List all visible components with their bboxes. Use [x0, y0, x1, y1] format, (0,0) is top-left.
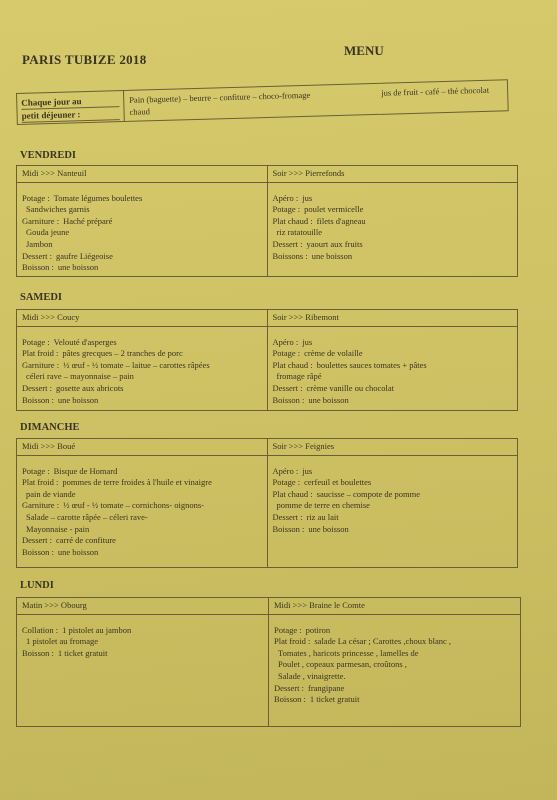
menu-line-value: 1 ticket gratuit [309, 694, 360, 705]
menu-line-key: Plat froid : [22, 348, 59, 359]
meal-head: Soir >>> Pierrefonds [268, 166, 518, 183]
meal-head: Midi >>> Coucy [17, 310, 267, 327]
menu-line-key: Garniture : [22, 215, 60, 226]
menu-line-key: Potage : [22, 192, 50, 203]
meal-lines [22, 625, 263, 660]
menu-line [274, 683, 515, 695]
day-title-vendredi: VENDREDI [20, 150, 77, 161]
meal-samedi-left [17, 310, 268, 410]
menu-line-value: poulet vermicelle [304, 204, 364, 215]
menu-line [273, 227, 513, 239]
meal-lines [273, 193, 513, 263]
menu-line-key: Potage : [22, 336, 50, 347]
menu-line-value: une boisson [308, 394, 349, 405]
menu-line-value: saucisse – compote de pomme [316, 488, 421, 499]
menu-line [22, 383, 262, 395]
menu-line-key: Dessert : [272, 238, 303, 249]
daily-label [17, 91, 125, 124]
menu-line-key: Garniture : [22, 359, 60, 370]
menu-line [22, 239, 262, 251]
meal-samedi-right [268, 310, 518, 410]
menu-line-value: ½ œuf - ½ tomate – cornichons- oignons- [63, 500, 204, 511]
menu-line-value: salade La césar ; Carottes ,choux blanc , [314, 636, 452, 647]
menu-line [22, 636, 263, 648]
menu-line [274, 636, 515, 648]
menu-line-key: Boisson : [274, 694, 306, 705]
menu-line-key: Potage : [274, 624, 302, 635]
menu-line [22, 500, 262, 512]
menu-line [22, 204, 262, 216]
menu-line [273, 204, 513, 216]
menu-line-value: fromage râpé [276, 371, 322, 382]
menu-line-key: Dessert : [22, 250, 52, 261]
meal-head: Soir >>> Feignies [268, 439, 518, 456]
menu-line [22, 193, 262, 205]
menu-line [22, 262, 262, 274]
menu-line [22, 227, 262, 239]
menu-line [274, 659, 515, 671]
daily-content [124, 80, 508, 121]
menu-line [273, 466, 513, 478]
menu-line-key: Dessert : [274, 682, 304, 693]
menu-line [22, 251, 262, 263]
menu-line-value: potiron [305, 624, 331, 635]
menu-line [273, 239, 513, 251]
meal-dimanche-right [268, 439, 518, 567]
menu-line-key: Collation : [22, 624, 59, 635]
menu-line-value: Salade , vinaigrette. [278, 670, 346, 681]
meal-lundi-right [269, 598, 520, 726]
day-title-samedi: SAMEDI [20, 292, 63, 303]
menu-line [274, 625, 515, 637]
menu-line [273, 477, 513, 489]
daily-content-line2: chaud [129, 106, 150, 117]
meal-head: Midi >>> Boué [17, 439, 267, 456]
daily-breakfast-box [16, 79, 509, 125]
menu-line-value: gosette aux abricots [55, 382, 124, 393]
meal-head: Soir >>> Ribemont [268, 310, 518, 327]
menu-line [274, 648, 515, 660]
menu-line [22, 512, 262, 524]
menu-line-value: yaourt aux fruits [306, 238, 363, 249]
meal-head: Midi >>> Braine le Comte [269, 598, 520, 615]
menu-line [22, 535, 262, 547]
menu-line-value: une boisson [308, 523, 349, 534]
meal-dimanche-left [17, 439, 268, 567]
menu-line [273, 383, 513, 395]
day-title-lundi: LUNDI [20, 580, 54, 591]
menu-line-value: jus [302, 192, 313, 203]
menu-line [22, 625, 263, 637]
menu-line-key: Boisson : [22, 394, 54, 405]
menu-line-value: crème vanille ou chocolat [306, 382, 395, 393]
menu-line [22, 360, 262, 372]
menu-line [274, 694, 515, 706]
menu-line-key: Plat chaud : [272, 359, 313, 370]
menu-line-value: Tomate légumes boulettes [53, 192, 143, 203]
menu-line [274, 671, 515, 683]
menu-line-value: 1 ticket gratuit [57, 647, 108, 658]
menu-line-key: Boisson : [22, 647, 54, 658]
menu-line [22, 524, 262, 536]
menu-line-value: pomme de terre en chemise [276, 500, 370, 511]
menu-line-value: Salade – carotte râpée – céleri rave- [26, 511, 148, 522]
menu-line-value: carré de confiture [55, 535, 116, 546]
menu-line [273, 337, 513, 349]
menu-line-value: riz ratatouille [276, 227, 323, 238]
menu-line [273, 348, 513, 360]
daily-label-line2: petit déjeuner : [21, 107, 119, 123]
meal-lines [22, 193, 262, 274]
menu-line-value: riz au lait [306, 511, 339, 522]
day-title-dimanche: DIMANCHE [20, 422, 80, 433]
menu-line-key: Plat froid : [274, 636, 311, 647]
menu-line-value: pommes de terre froides à l'huile et vinaigre [62, 477, 212, 488]
menu-line-key: Plat froid : [22, 477, 59, 488]
menu-line [273, 193, 513, 205]
menu-line [273, 524, 513, 536]
menu-line-value: 1 pistolet au fromage [26, 636, 98, 647]
menu-line [22, 337, 262, 349]
menu-line [273, 395, 513, 407]
menu-line [273, 371, 513, 383]
menu-line-value: Poulet , copeaux parmesan, croûtons , [278, 659, 407, 670]
menu-line [22, 348, 262, 360]
menu-line-value: gaufre Liégeoise [55, 250, 113, 261]
menu-line [273, 500, 513, 512]
daily-content-line1: Pain (baguette) – beurre – confiture – choco-fromage [129, 89, 311, 105]
menu-line-value: une boisson [57, 546, 99, 557]
menu-line-value: Mayonnaise - pain [26, 523, 90, 534]
meal-lines [274, 625, 515, 706]
menu-line-value: cerfeuil et boulettes [304, 477, 372, 488]
menu-line-value: ½ œuf - ½ tomate – laitue – carottes râpées [63, 359, 210, 370]
document-title: PARIS TUBIZE 2018 [22, 52, 147, 67]
menu-line-value: pain de viande [26, 488, 76, 499]
menu-heading: MENU [344, 43, 384, 58]
menu-line-value: Haché préparé [63, 215, 113, 226]
meal-vendredi-left [17, 166, 268, 276]
day-box-vendredi [16, 165, 518, 277]
menu-line-value: pâtes grecques – 2 tranches de porc [62, 348, 183, 359]
menu-line-value: Sandwiches garnis [26, 204, 90, 215]
menu-line-key: Garniture : [22, 500, 60, 511]
meal-vendredi-right [268, 166, 518, 276]
menu-line-value: Velouté d'asperges [53, 336, 117, 347]
menu-line-key: Boisson : [272, 523, 305, 534]
day-box-lundi [16, 597, 521, 727]
meal-lines [22, 466, 262, 559]
menu-line-value: Gouda jeune [26, 227, 70, 238]
menu-line [22, 477, 262, 489]
menu-line-value: jus [302, 465, 313, 476]
meal-head: Midi >>> Nanteuil [17, 166, 267, 183]
menu-line [22, 648, 263, 660]
menu-line-value: une boisson [57, 394, 99, 405]
daily-content-drinks: jus de fruit - café – thé chocolat [381, 84, 490, 98]
menu-line-key: Apéro : [272, 336, 299, 347]
menu-line-key: Dessert : [22, 382, 52, 393]
menu-line-key: Potage : [272, 477, 301, 488]
menu-line-key: Boisson : [22, 262, 54, 273]
menu-line [22, 371, 262, 383]
menu-line-value: une boisson [311, 250, 353, 261]
menu-line-key: Boissons : [272, 250, 308, 261]
meal-lines [22, 337, 262, 407]
menu-line-value: 1 pistolet au jambon [62, 624, 132, 635]
menu-line-key: Plat chaud : [272, 215, 313, 226]
menu-line [22, 547, 262, 559]
menu-line-key: Apéro : [272, 192, 299, 203]
menu-line-key: Potage : [272, 348, 301, 359]
menu-line-value: jus [302, 336, 313, 347]
daily-label-line1: Chaque jour au [21, 94, 119, 110]
meal-lundi-left [17, 598, 269, 726]
meal-head: Matin >>> Obourg [17, 598, 268, 615]
menu-line-value: frangipane [307, 682, 345, 693]
menu-line-key: Plat chaud : [272, 488, 313, 499]
menu-line-key: Potage : [22, 465, 50, 476]
menu-line-value: filets d'agneau [316, 215, 366, 226]
menu-line-value: boulettes sauces tomates + pâtes [316, 359, 427, 370]
menu-line [22, 489, 262, 501]
menu-line-key: Boisson : [272, 394, 305, 405]
day-box-dimanche [16, 438, 518, 568]
menu-line-key: Potage : [272, 204, 301, 215]
menu-line [273, 360, 513, 372]
menu-line-key: Dessert : [272, 511, 303, 522]
menu-line [273, 489, 513, 501]
menu-line-key: Boisson : [22, 546, 54, 557]
menu-line [22, 395, 262, 407]
menu-line-value: Bisque de Homard [53, 465, 118, 476]
meal-lines [273, 466, 513, 536]
menu-line [22, 216, 262, 228]
menu-line-key: Dessert : [22, 535, 52, 546]
menu-line [273, 512, 513, 524]
menu-line-key: Apéro : [272, 465, 299, 476]
menu-line-key: Dessert : [272, 382, 303, 393]
menu-line [273, 251, 513, 263]
menu-line-value: crème de volaille [304, 348, 363, 359]
menu-line-value: Jambon [26, 238, 53, 249]
menu-line-value: une boisson [57, 262, 99, 273]
meal-lines [273, 337, 513, 407]
day-box-samedi [16, 309, 518, 411]
menu-line-value: Tomates , haricots princesse , lamelles de [278, 647, 419, 658]
menu-line [273, 216, 513, 228]
menu-line-value: céleri rave – mayonnaise – pain [26, 371, 134, 382]
menu-line [22, 466, 262, 478]
